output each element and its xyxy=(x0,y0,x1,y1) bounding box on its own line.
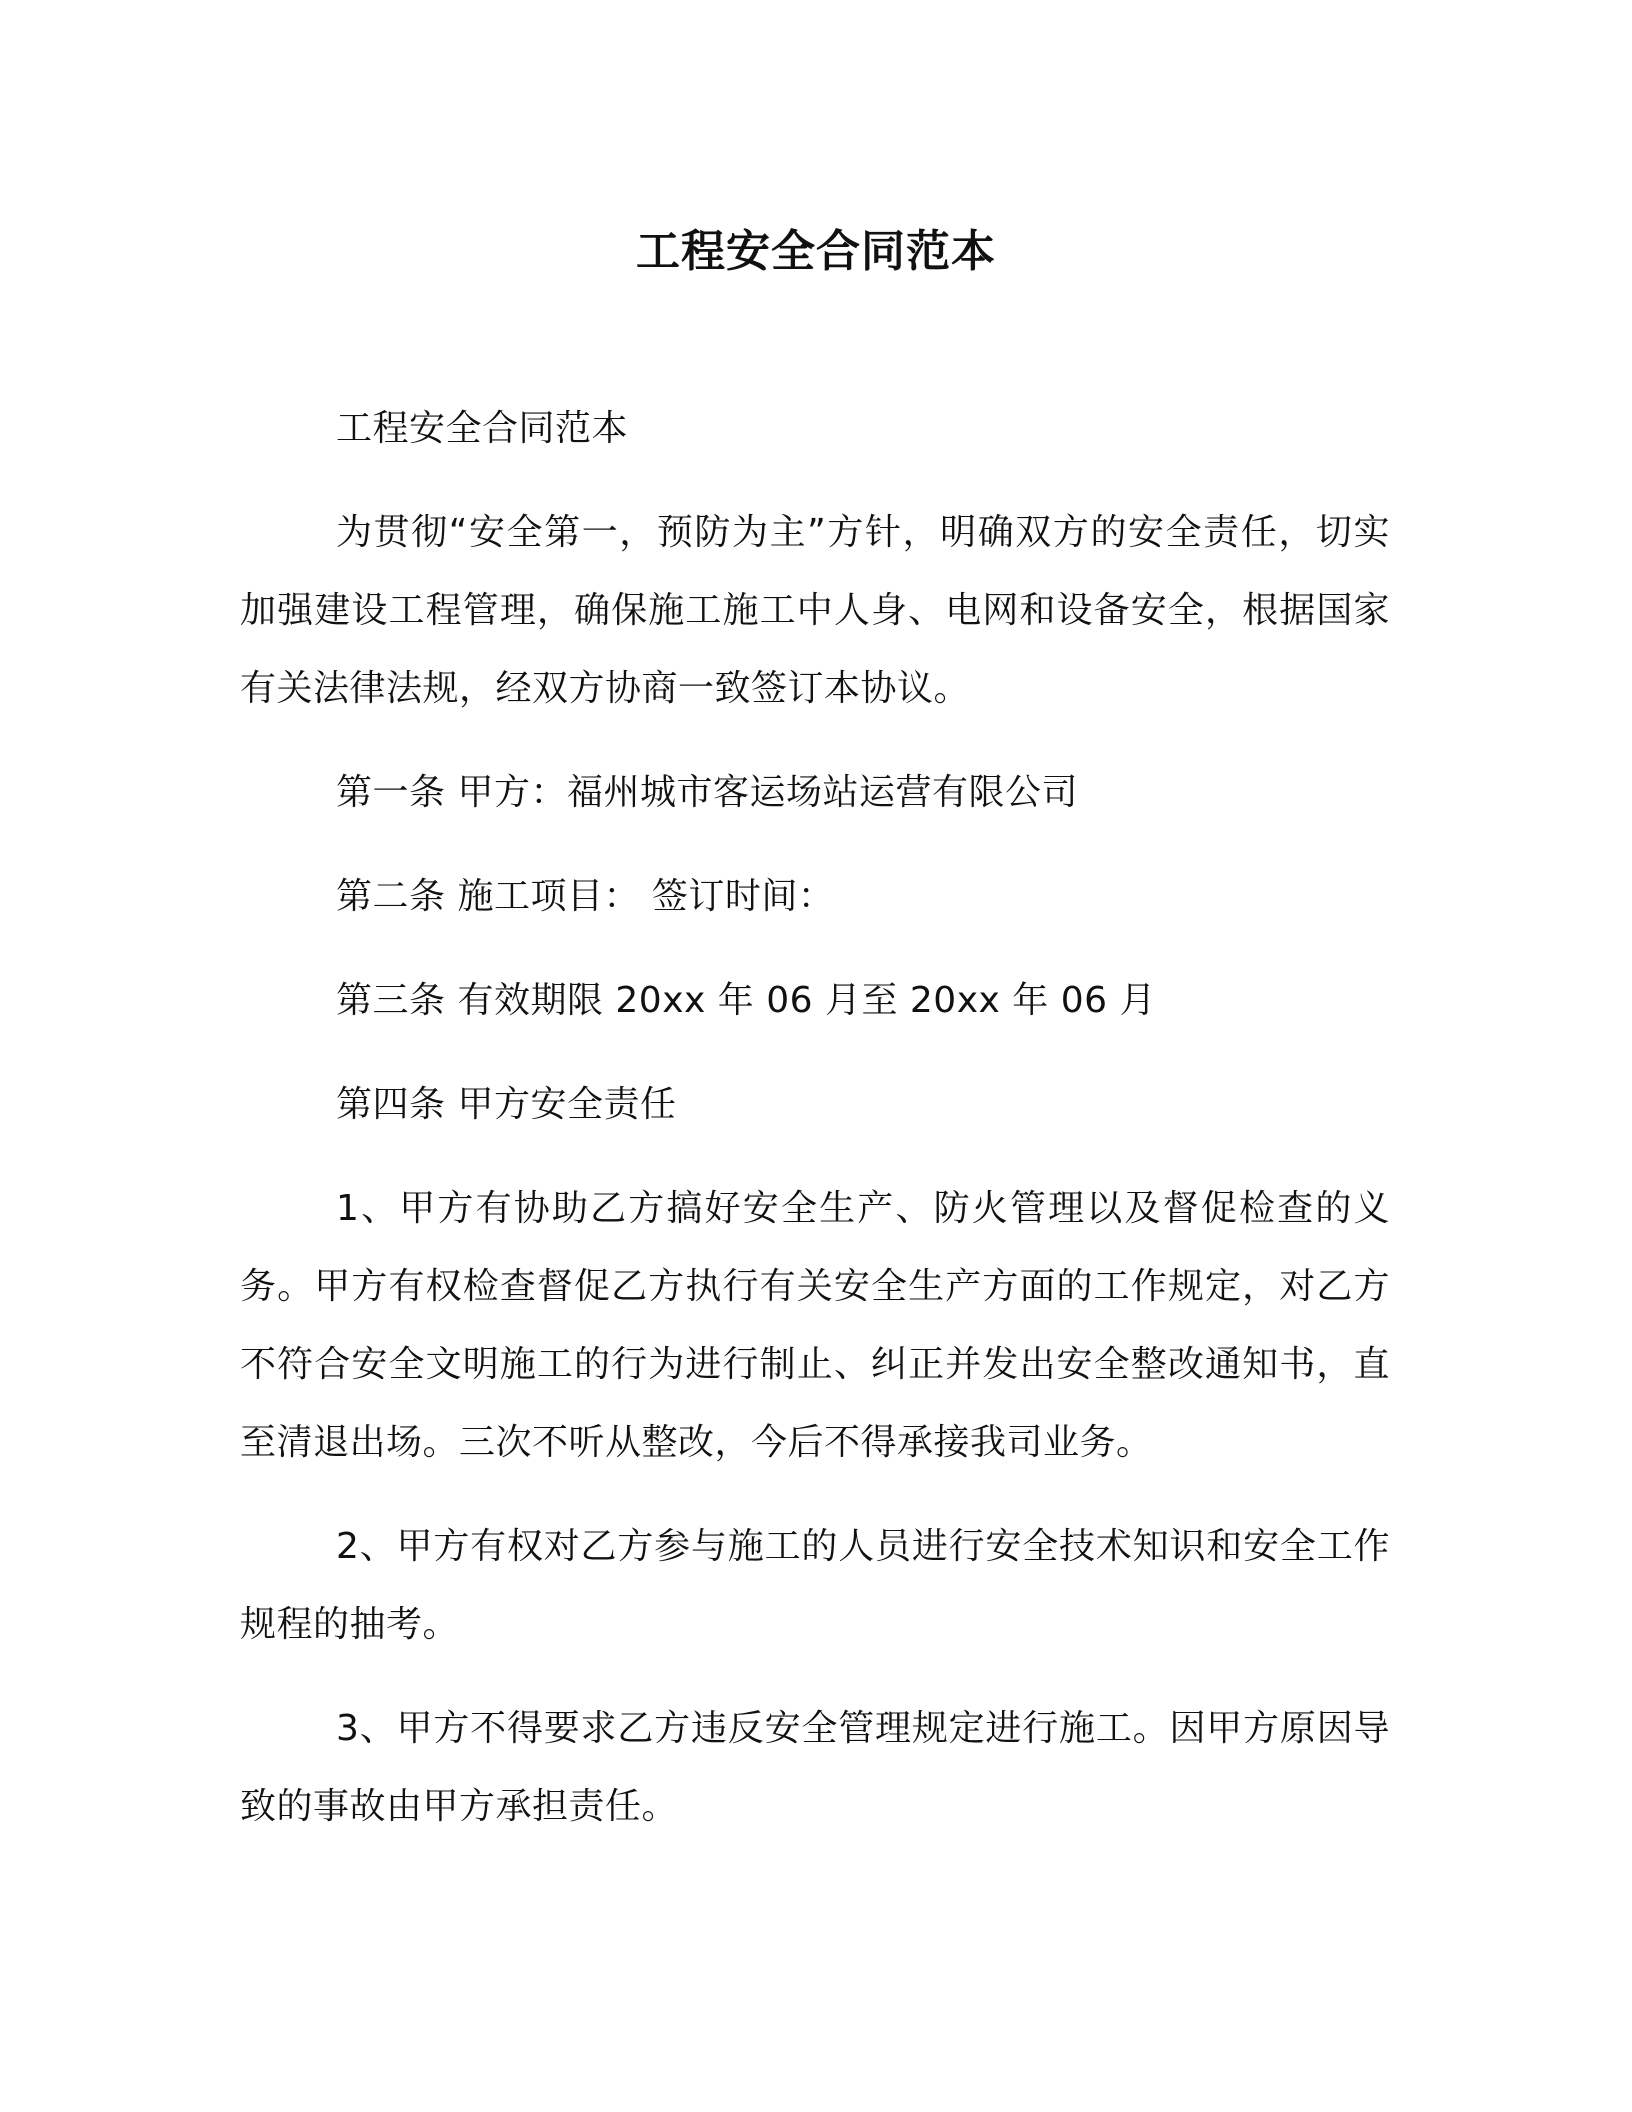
paragraph-article-2: 第二条 施工项目： 签订时间： xyxy=(336,876,835,917)
paragraph-subtitle: 工程安全合同范本 xyxy=(336,408,629,449)
paragraph-clause-2: 2、甲方有权对乙方参与施工的人员进行安全技术知识和安全工作规程的抽考。 xyxy=(240,1526,1390,1645)
document-title: 工程安全合同范本 xyxy=(636,226,996,277)
document-body xyxy=(240,390,1390,1872)
paragraph-preamble: 为贯彻“安全第一，预防为主”方针，明确双方的安全责任，切实加强建设工程管理，确保施工施工中人身、电网和设备安全，根据国家有关法律法规，经双方协商一致签订本协议。 xyxy=(240,512,1390,709)
paragraph-clause-3: 3、甲方不得要求乙方违反安全管理规定进行施工。因甲方原因导致的事故由甲方承担责任。 xyxy=(240,1708,1390,1827)
paragraph-clause-1: 1、甲方有协助乙方搞好安全生产、防火管理以及督促检查的义务。甲方有权检查督促乙方执行有关安全生产方面的工作规定，对乙方不符合安全文明施工的行为进行制止、纠正并发出安全整改通知书，直至清退出场。三次不听从整改，今后不得承接我司业务。 xyxy=(240,1188,1390,1463)
paragraph-article-3: 第三条 有效期限 20xx 年 06 月至 20xx 年 06 月 xyxy=(336,980,1156,1021)
paragraph-article-4: 第四条 甲方安全责任 xyxy=(336,1084,677,1125)
paragraph-article-1: 第一条 甲方：福州城市客运场站运营有限公司 xyxy=(336,772,1078,813)
